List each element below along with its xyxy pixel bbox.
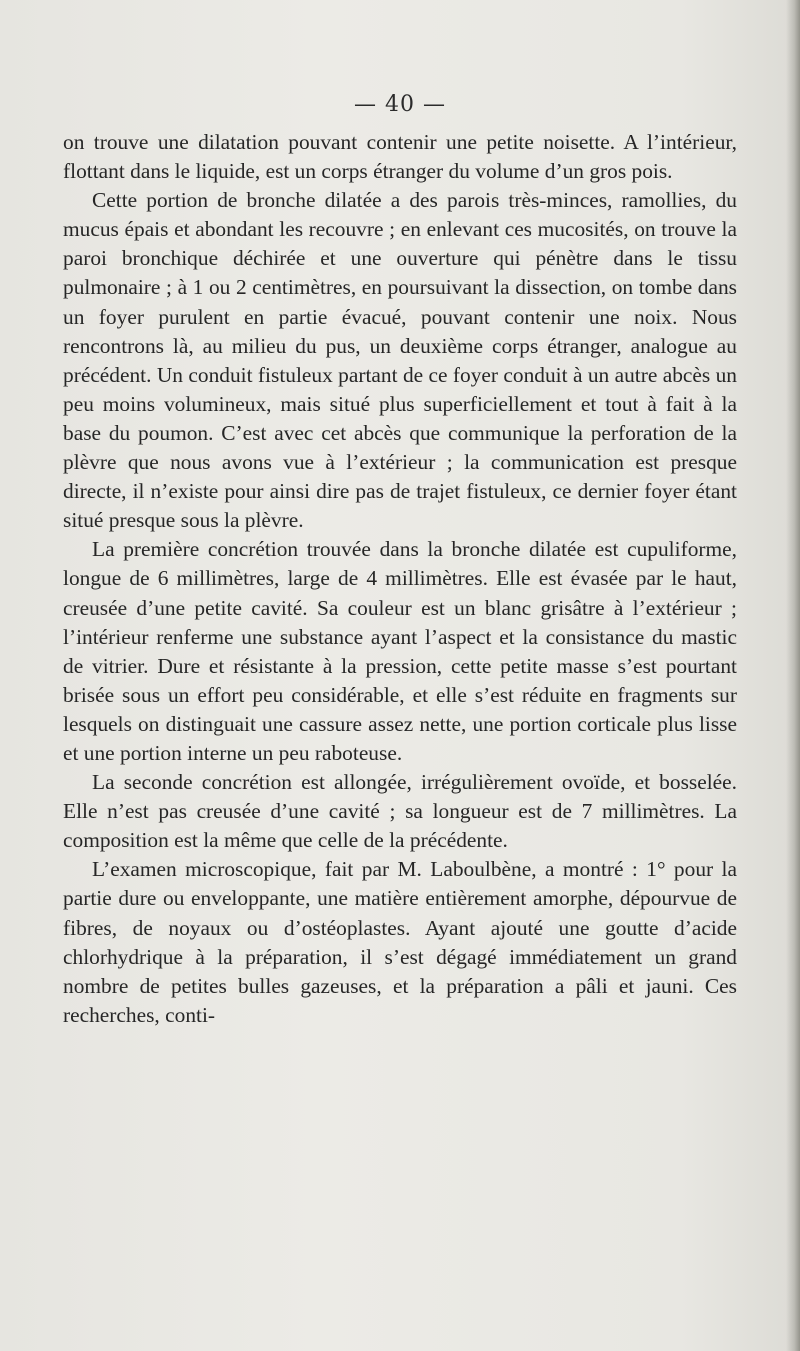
paragraph-bronche-dilatee: Cette portion de bronche dilatée a des parois très-minces, ramollies, du mucus épais et abondant les recouvre ; en enlevant ces mucosités, on trouve la paroi bronchique déchirée et une ouverture qui pénètre dans le tissu pulmonaire ; à 1 ou 2 centimètres, en poursuivant la dissection, on tombe dans un foyer purulent en partie évacué, pouvant contenir une noix. Nous rencontrons là, au milieu du pus, un deuxième corps étranger, analogue au précédent. Un conduit fistuleux partant de ce foyer conduit à un autre abcès un peu moins volumineux, mais situé plus superficiellement et tout à fait à la base du poumon. C’est avec cet abcès que communique la perforation de la plèvre que nous avons vue à l’extérieur ; la communication est presque directe, il n’existe pour ainsi dire pas de trajet fistuleux, ce dernier foyer étant situé presque sous la plèvre. <box>63 188 737 533</box>
page-number: — 40 — <box>354 92 446 117</box>
page-edge-shadow <box>786 0 800 1351</box>
paragraph-premiere-concretion: La première concrétion trouvée dans la bronche dilatée est cupuliforme, longue de 6 millimètres, large de 4 millimètres. Elle est évasée par le haut, creusée d’une petite cavité. Sa couleur est un blanc grisâtre à l’extérieur ; l’intérieur renferme une substance ayant l’aspect et la consistance du mastic de vitrier. Dure et résistante à la pression, cette petite masse s’est pourtant brisée sous un effort peu considérable, et elle s’est réduite en fragments sur lesquels on distinguait une cassure assez nette, une portion corticale plus lisse et une portion interne un peu raboteuse. <box>63 537 737 765</box>
body-text <box>63 128 737 1030</box>
paragraph-examen-microscopique: L’examen microscopique, fait par M. Laboulbène, a montré : 1° pour la partie dure ou enveloppante, une matière entièrement amorphe, dépourvue de fibres, de noyaux ou d’ostéoplastes. Ayant ajouté une goutte d’acide chlorhydrique à la préparation, il s’est dégagé immédiatement un grand nombre de petites bulles gazeuses, et la préparation a pâli et jauni. Ces recherches, conti- <box>63 857 737 1027</box>
paragraph-continuation: on trouve une dilatation pouvant contenir une petite noisette. A l’intérieur, flottant dans le liquide, est un corps étranger du volume d’un gros pois. <box>63 130 737 184</box>
paragraph-seconde-concretion: La seconde concrétion est allongée, irrégulièrement ovoïde, et bosselée. Elle n’est pas creusée d’une cavité ; sa longueur est de 7 millimètres. La composition est la même que celle de la précédente. <box>63 770 737 853</box>
